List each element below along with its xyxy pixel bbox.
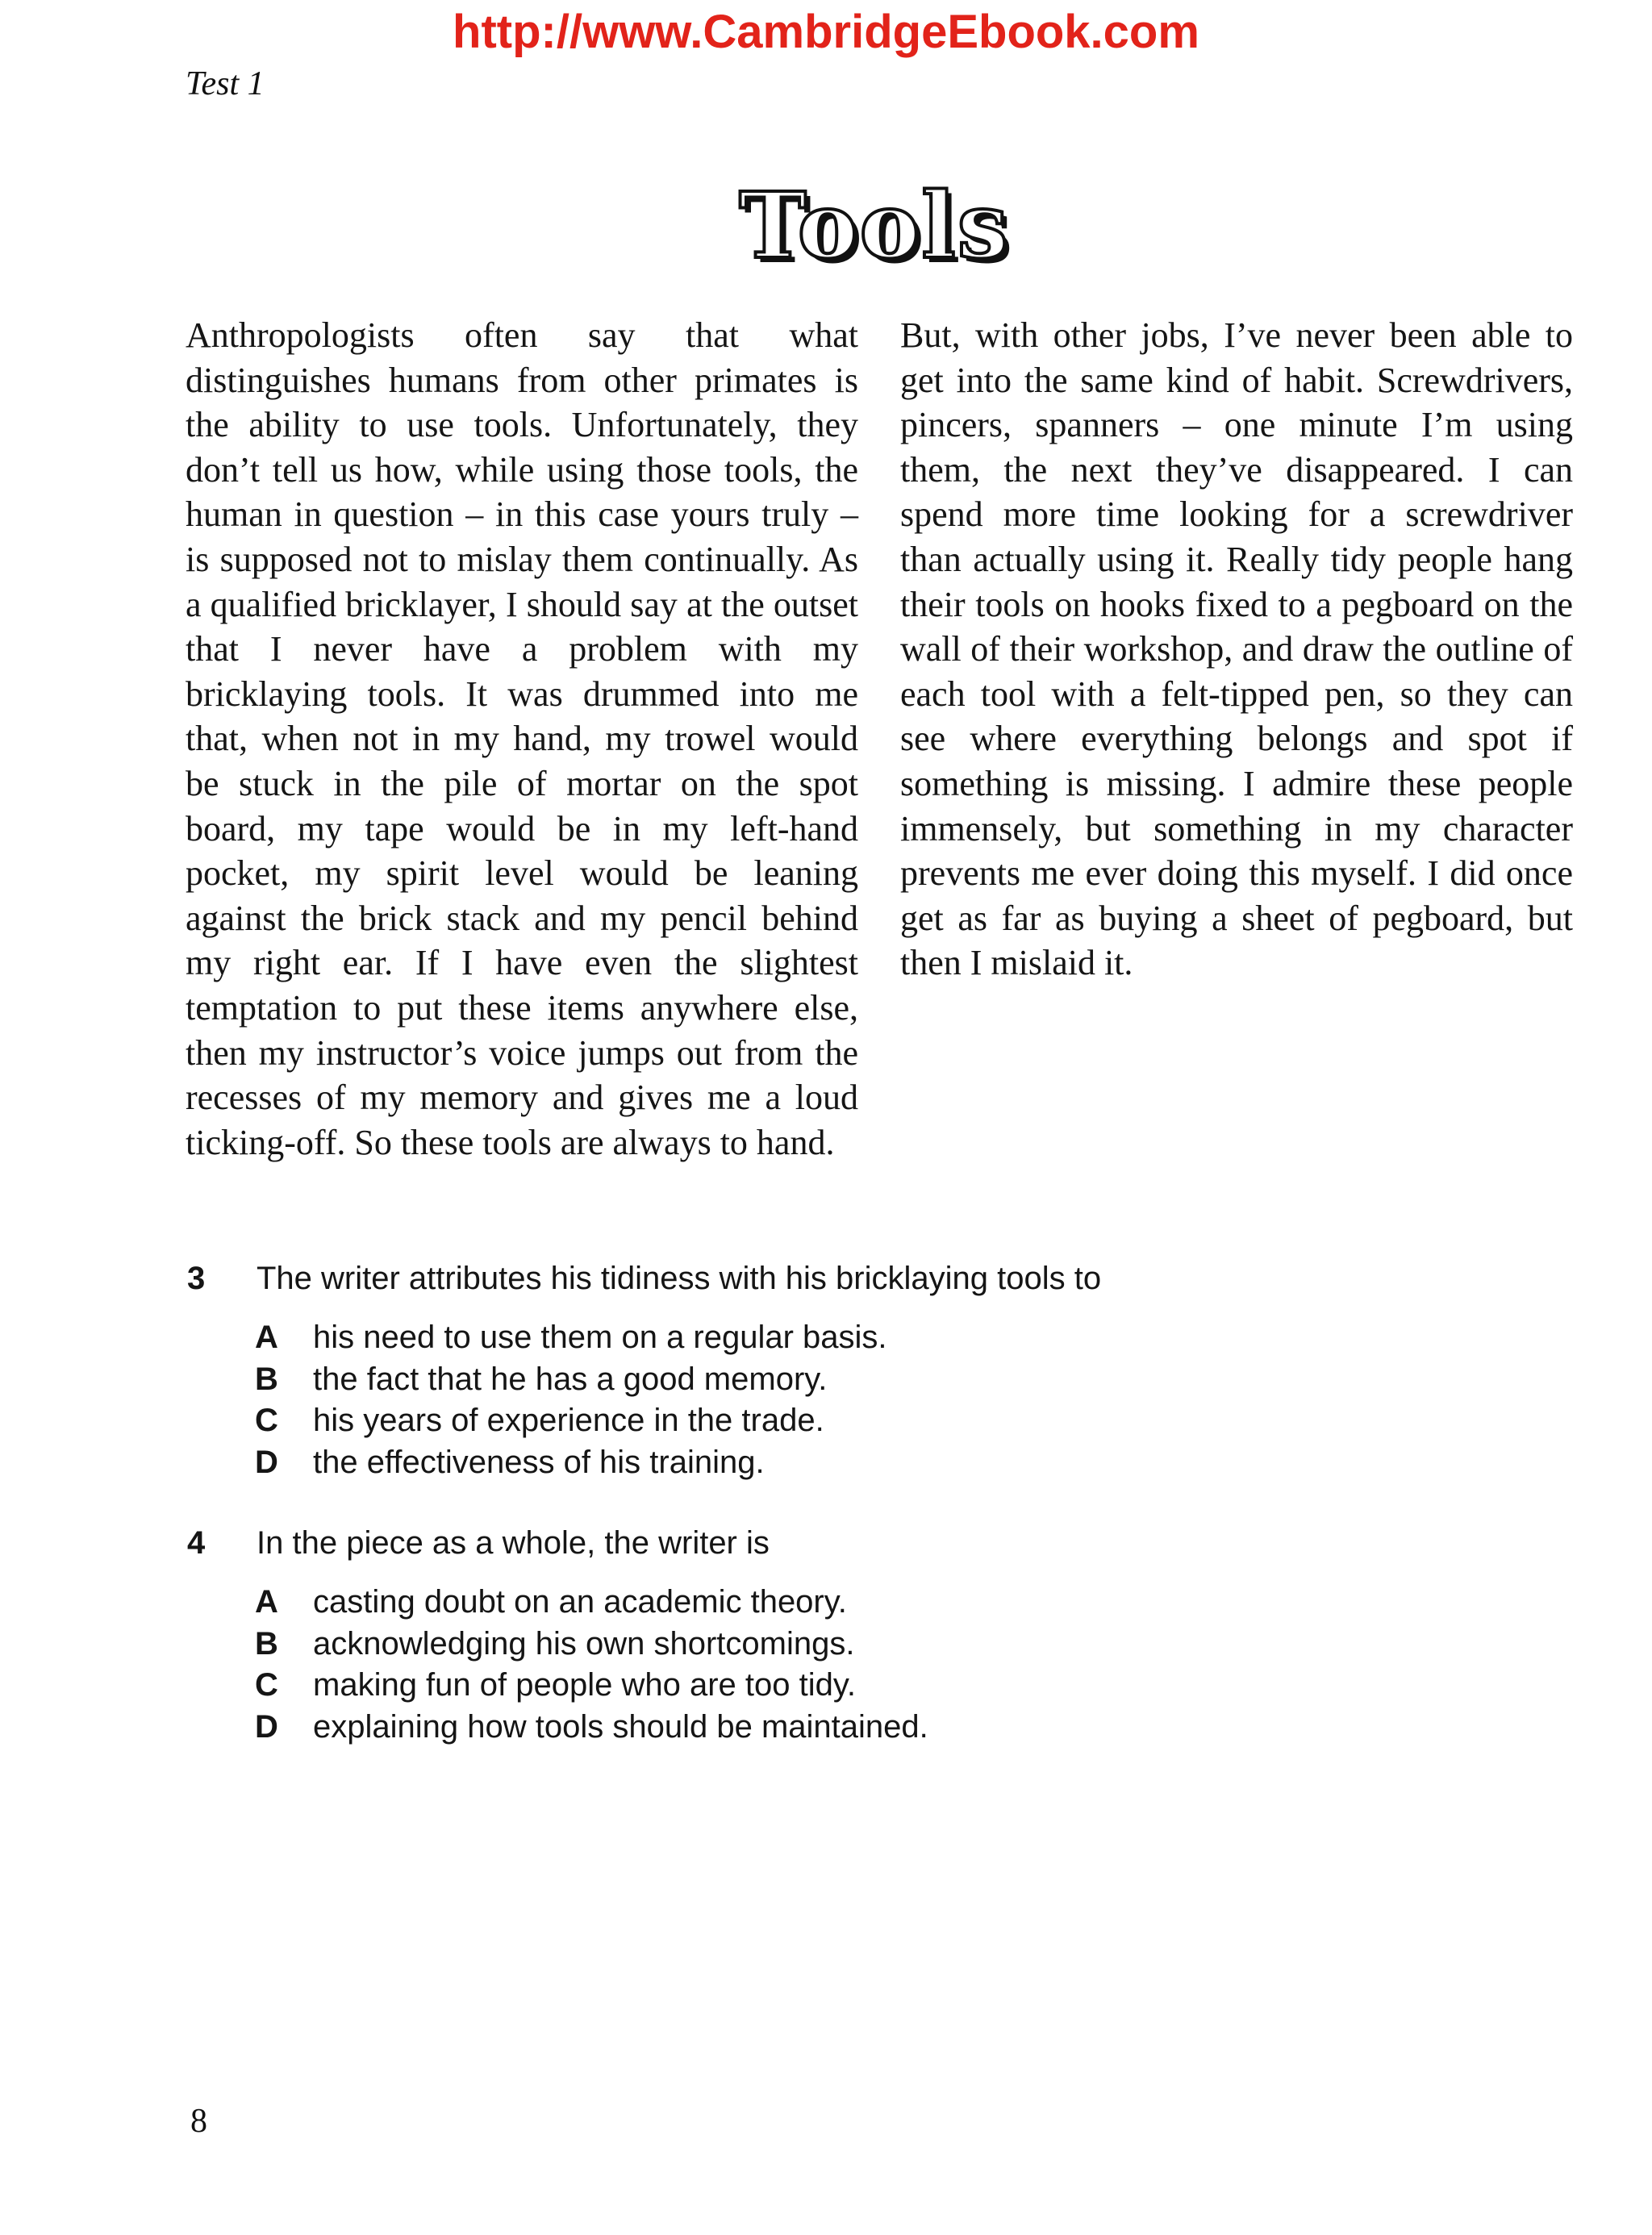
answer-option — [255, 1582, 1558, 1624]
option-letter: D — [255, 1444, 278, 1480]
passage — [186, 313, 1573, 1165]
option-letter: C — [255, 1667, 278, 1703]
answer-options — [187, 1317, 1558, 1483]
option-text: making fun of people who are too tidy. — [313, 1667, 857, 1703]
option-text: his years of experience in the trade. — [313, 1403, 824, 1438]
question-text: The writer attributes his tidiness with his bricklaying tools to — [257, 1261, 1102, 1296]
question-4 — [187, 1519, 1558, 1748]
passage-paragraph: Anthropologists often say that what distinguishes humans from other primates is the ability to use tools. Unfortunately, they don’t tell us how, while using those tools, the human in question – in this case yours truly – is supposed not to mislay them continually. As a qualified bricklayer, I should say at the outset that I never have a problem with my bricklaying tools. It was drummed into me that, when not in my hand, my trowel would be stuck in the pile of mortar on the spot board, my tape would be in my left-hand pocket, my spirit level would be leaning against the brick stack and my pencil behind my right ear. If I have even the slightest temptation to put these items anywhere else, then my instructor’s voice jumps out from the recesses of my memory and gives me a loud ticking-off. So these tools are always to hand. — [186, 315, 858, 1162]
answer-option — [255, 1317, 1558, 1359]
passage-column-left — [186, 313, 858, 1165]
option-letter: A — [255, 1584, 278, 1620]
question-text: In the piece as a whole, the writer is — [257, 1525, 770, 1561]
option-text: his need to use them on a regular basis. — [313, 1320, 887, 1355]
answer-option — [255, 1665, 1558, 1707]
answer-option — [255, 1400, 1558, 1442]
option-text: the effectiveness of his training. — [313, 1444, 765, 1480]
question-number: 4 — [187, 1525, 206, 1561]
answer-options — [187, 1582, 1558, 1748]
answer-option — [255, 1707, 1558, 1749]
running-head: Test 1 — [186, 65, 265, 102]
answer-option — [255, 1359, 1558, 1401]
option-letter: C — [255, 1403, 278, 1438]
question-number: 3 — [187, 1261, 206, 1296]
option-letter: B — [255, 1625, 278, 1662]
question-stem — [187, 1254, 1558, 1303]
option-letter: D — [255, 1708, 278, 1745]
page-number: 8 — [190, 2103, 207, 2140]
passage-paragraph: But, with other jobs, I’ve never been able to get into the same kind of habit. Screwdrivers, pincers, spanners – one minute I’m using them, the next they’ve disappeared. I can spend more time looking for a screwdriver than actually using it. Really tidy people hang their tools on hooks fixed to a pegboard on the wall of their workshop, and draw the outline of each tool with a felt-tipped pen, so they can see where everything belongs and spot if something is missing. I admire these people immensely, but something in my character prevents me ever doing this myself. I did once get as far as buying a sheet of pegboard, but then I mislaid it. — [900, 315, 1573, 983]
passage-column-right — [900, 313, 1573, 1165]
question-list — [187, 1254, 1558, 1783]
option-letter: B — [255, 1361, 278, 1397]
option-text: explaining how tools should be maintained. — [313, 1708, 928, 1745]
option-text: casting doubt on an academic theory. — [313, 1584, 847, 1620]
option-text: acknowledging his own shortcomings. — [313, 1625, 855, 1662]
answer-option — [255, 1624, 1558, 1666]
question-3 — [187, 1254, 1558, 1483]
option-letter: A — [255, 1320, 278, 1355]
question-stem — [187, 1519, 1558, 1567]
article-title: Tools — [739, 173, 1010, 279]
answer-option — [255, 1442, 1558, 1484]
watermark-url: http://www.CambridgeEbook.com — [453, 6, 1199, 58]
option-text: the fact that he has a good memory. — [313, 1361, 828, 1397]
